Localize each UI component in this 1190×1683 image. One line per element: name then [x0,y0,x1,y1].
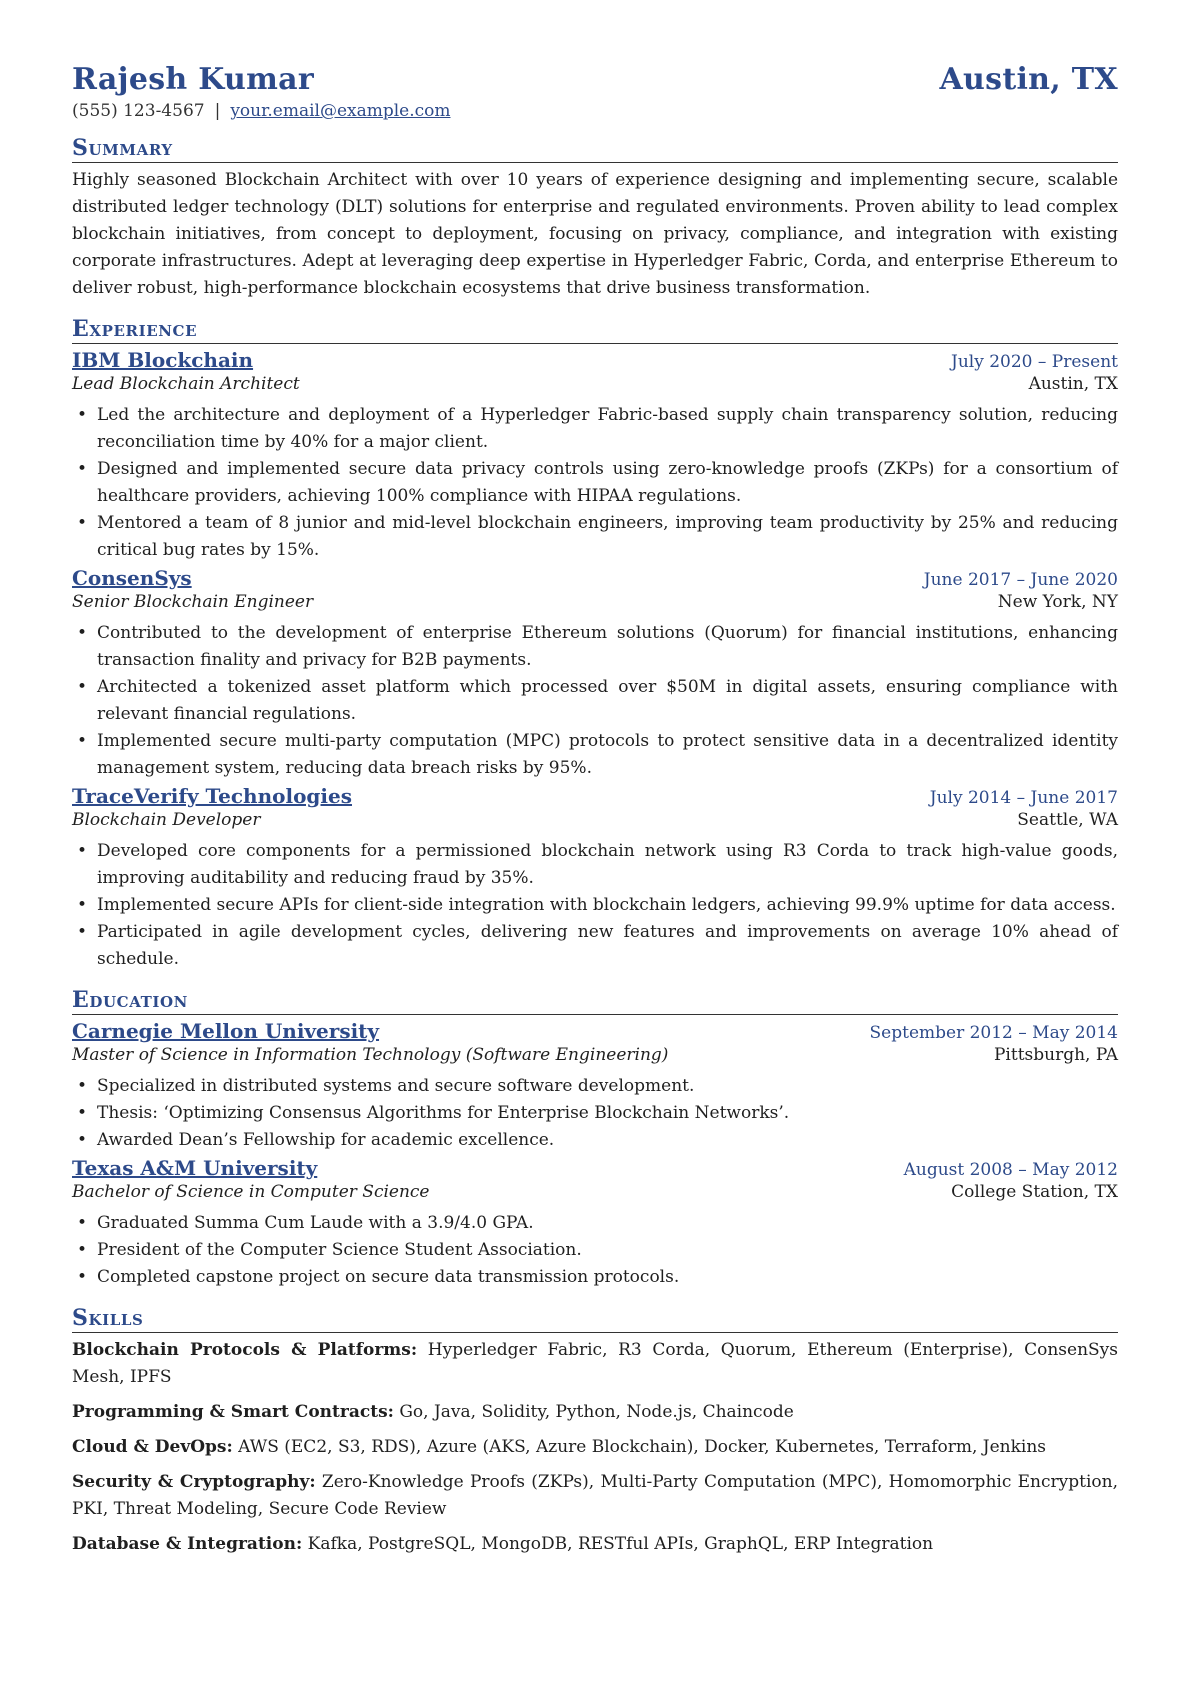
date-range: September 2012 – May 2014 [869,1023,1118,1043]
summary-text: Highly seasoned Blockchain Architect with over 10 years of experience designing and implementing secure, scalable distributed ledger technology (DLT) solutions for enterprise and regulated environments. Proven ability to lead complex blockchain initiatives, from concept to deployment, focusing on privacy, compliance, and integration with existing corporate infrastructures. Adept at leveraging deep expertise in Hyperledger Fabric, Corda, and enterprise Ethereum to deliver robust, high-performance blockchain ecosystems that drive business transformation. [72,170,1118,298]
location: Pittsburgh, PA [993,1045,1118,1065]
skill-row [72,1531,1118,1558]
location: College Station, TX [951,1182,1118,1202]
role-title: Lead Blockchain Architect [72,374,300,394]
candidate-name: Rajesh Kumar [72,62,314,97]
location: Seattle, WA [1017,810,1118,830]
role-title: Blockchain Developer [72,810,261,830]
experience-entry [72,784,1118,973]
skill-category: Blockchain Protocols & Platforms: [72,1340,418,1360]
skill-row [72,1434,1118,1461]
bullet-list [72,402,1118,564]
phone-number: (555) 123-4567 [72,101,205,121]
skill-row [72,1469,1118,1523]
role-title: Master of Science in Information Technology (Software Engineering) [72,1045,669,1065]
experience-entry [72,566,1118,782]
bullet-list [72,838,1118,973]
bullet-item: • Specialized in distributed systems and secure software development. [97,1073,1118,1100]
experience-entry [72,348,1118,564]
bullet-item: • Architected a tokenized asset platform which processed over $50M in digital assets, ensuring compliance with relevant financial regulations. [97,674,1118,728]
skill-items: AWS (EC2, S3, RDS), Azure (AKS, Azure Blockchain), Docker, Kubernetes, Terraform, Jenkins [238,1437,1047,1457]
section-title-education: Education [72,987,1118,1015]
date-range: July 2020 – Present [951,352,1118,372]
bullet-item: • President of the Computer Science Student Association. [97,1237,1118,1264]
role-title: Bachelor of Science in Computer Science [72,1182,430,1202]
skill-row [72,1337,1118,1391]
location: Austin, TX [1028,374,1118,394]
date-range: June 2017 – June 2020 [923,570,1118,590]
entry-subheader [72,1182,1118,1202]
bullet-list [72,620,1118,782]
entry-subheader [72,1045,1118,1065]
organization-link[interactable]: TraceVerify Technologies [72,784,352,808]
entry-header [72,348,1118,372]
skill-category: Security & Cryptography: [72,1472,316,1492]
resume-header [72,62,1118,97]
skill-items: Go, Java, Solidity, Python, Node.js, Chaincode [399,1402,794,1422]
skill-items: Hyperledger Fabric, R3 Corda, Quorum, Ethereum (Enterprise), ConsenSys Mesh, IPFS [72,1340,1119,1387]
section-title-experience: Experience [72,316,1118,344]
organization-link[interactable]: ConsenSys [72,566,192,590]
skill-category: Cloud & DevOps: [72,1437,233,1457]
education-list [72,1019,1118,1291]
organization-link[interactable]: Texas A&M University [72,1156,318,1180]
education-entry [72,1156,1118,1291]
education-entry [72,1019,1118,1154]
entry-subheader [72,810,1118,830]
bullet-item: • Thesis: ‘Optimizing Consensus Algorithms for Enterprise Blockchain Networks’. [97,1100,1118,1127]
entry-header [72,566,1118,590]
bullet-item: • Mentored a team of 8 junior and mid-level blockchain engineers, improving team productivity by 25% and reducing critical bug rates by 15%. [97,510,1118,564]
bullet-item: • Developed core components for a permissioned blockchain network using R3 Corda to track high-value goods, improving auditability and reducing fraud by 35%. [97,838,1118,892]
experience-list [72,348,1118,973]
organization-link[interactable]: IBM Blockchain [72,348,254,372]
skill-items: Kafka, PostgreSQL, MongoDB, RESTful APIs, GraphQL, ERP Integration [307,1534,934,1554]
contact-line [72,101,1118,121]
entry-header [72,1019,1118,1043]
bullet-item: • Participated in agile development cycles, delivering new features and improvements on average 10% ahead of schedule. [97,919,1118,973]
section-title-summary: Summary [72,135,1118,163]
bullet-item: • Completed capstone project on secure data transmission protocols. [97,1264,1118,1291]
section-title-skills: Skills [72,1305,1118,1333]
entry-header [72,1156,1118,1180]
location: New York, NY [997,592,1118,612]
entry-subheader [72,592,1118,612]
email-link[interactable]: your.email@example.com [230,101,451,121]
role-title: Senior Blockchain Engineer [72,592,314,612]
skill-category: Programming & Smart Contracts: [72,1402,394,1422]
bullet-item: • Led the architecture and deployment of a Hyperledger Fabric-based supply chain transparency solution, reducing reconciliation time by 40% for a major client. [97,402,1118,456]
bullet-list [72,1073,1118,1154]
bullet-item: • Awarded Dean’s Fellowship for academic excellence. [97,1127,1118,1154]
bullet-item: • Contributed to the development of enterprise Ethereum solutions (Quorum) for financial institutions, enhancing transaction finality and privacy for B2B payments. [97,620,1118,674]
entry-subheader [72,374,1118,394]
entry-header [72,784,1118,808]
bullet-item: • Graduated Summa Cum Laude with a 3.9/4.0 GPA. [97,1210,1118,1237]
bullet-item: • Implemented secure APIs for client-side integration with blockchain ledgers, achieving 99.9% uptime for data access. [97,892,1118,919]
date-range: July 2014 – June 2017 [929,788,1118,808]
bullet-list [72,1210,1118,1291]
skill-items: Zero-Knowledge Proofs (ZKPs), Multi-Party Computation (MPC), Homomorphic Encryption, PKI, Threat Modeling, Secure Code Review [72,1472,1118,1519]
skill-row [72,1399,1118,1426]
organization-link[interactable]: Carnegie Mellon University [72,1019,380,1043]
skills-list [72,1337,1118,1558]
candidate-city: Austin, TX [939,62,1118,97]
date-range: August 2008 – May 2012 [903,1160,1118,1180]
skill-category: Database & Integration: [72,1534,303,1554]
bullet-item: • Designed and implemented secure data privacy controls using zero-knowledge proofs (ZKPs) for a consortium of healthcare providers, achieving 100% compliance with HIPAA regulations. [97,456,1118,510]
contact-separator: | [214,101,221,121]
bullet-item: • Implemented secure multi-party computation (MPC) protocols to protect sensitive data in a decentralized identity management system, reducing data breach risks by 95%. [97,728,1118,782]
